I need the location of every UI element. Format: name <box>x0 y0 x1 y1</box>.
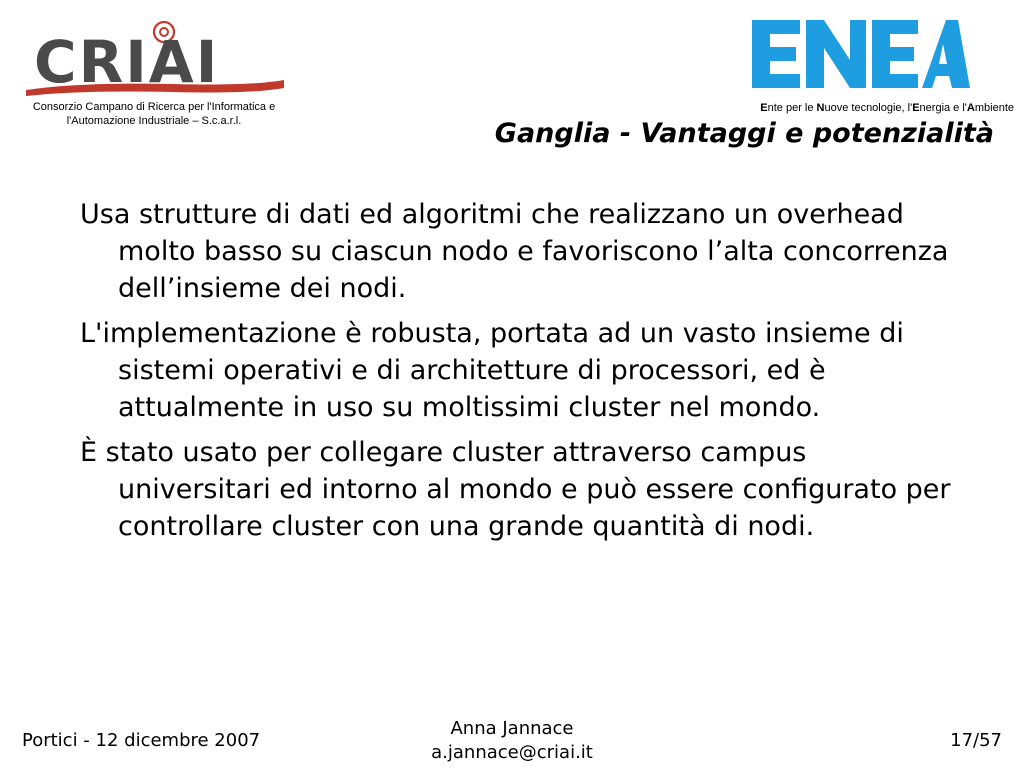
bullet-list <box>80 196 960 553</box>
criai-logo <box>22 18 292 100</box>
footer-author-email: a.jannace@criai.it <box>431 742 593 763</box>
enea-logo <box>752 20 970 88</box>
page-number: 17/57 <box>950 730 1002 751</box>
footer-author-name: Anna Jannace <box>450 718 574 739</box>
footer-author <box>362 717 662 765</box>
bullet-item: Usa strutture di dati ed algoritmi che realizzano un overhead molto basso su ciascun nodo e favoriscono l’alta concorrenza dell’insieme dei nodi. <box>80 199 949 304</box>
footer-date: Portici - 12 dicembre 2007 <box>22 730 261 751</box>
criai-caption-line2: l'Automazione Industriale – S.c.a.r.l. <box>66 115 242 127</box>
criai-logo-text: CRIAI <box>34 28 220 96</box>
enea-caption: Ente per le Nuove tecnologie, l'Energia e l'Ambiente <box>760 102 1014 114</box>
bullet-item: L'implementazione è robusta, portata ad un vasto insieme di sistemi operativi e di architetture di processori, ed è attualmente in uso su moltissimi cluster nel mondo. <box>80 318 904 423</box>
criai-caption-line1: Consorzio Campano di Ricerca per l'Informatica e <box>32 101 276 113</box>
bullet-item: È stato usato per collegare cluster attraverso campus universitari ed intorno al mondo e può essere configurato per controllare cluster con una grande quantità di nodi. <box>80 437 951 542</box>
criai-caption <box>6 100 302 128</box>
slide-title: Ganglia - Vantaggi e potenzialità <box>494 118 994 149</box>
